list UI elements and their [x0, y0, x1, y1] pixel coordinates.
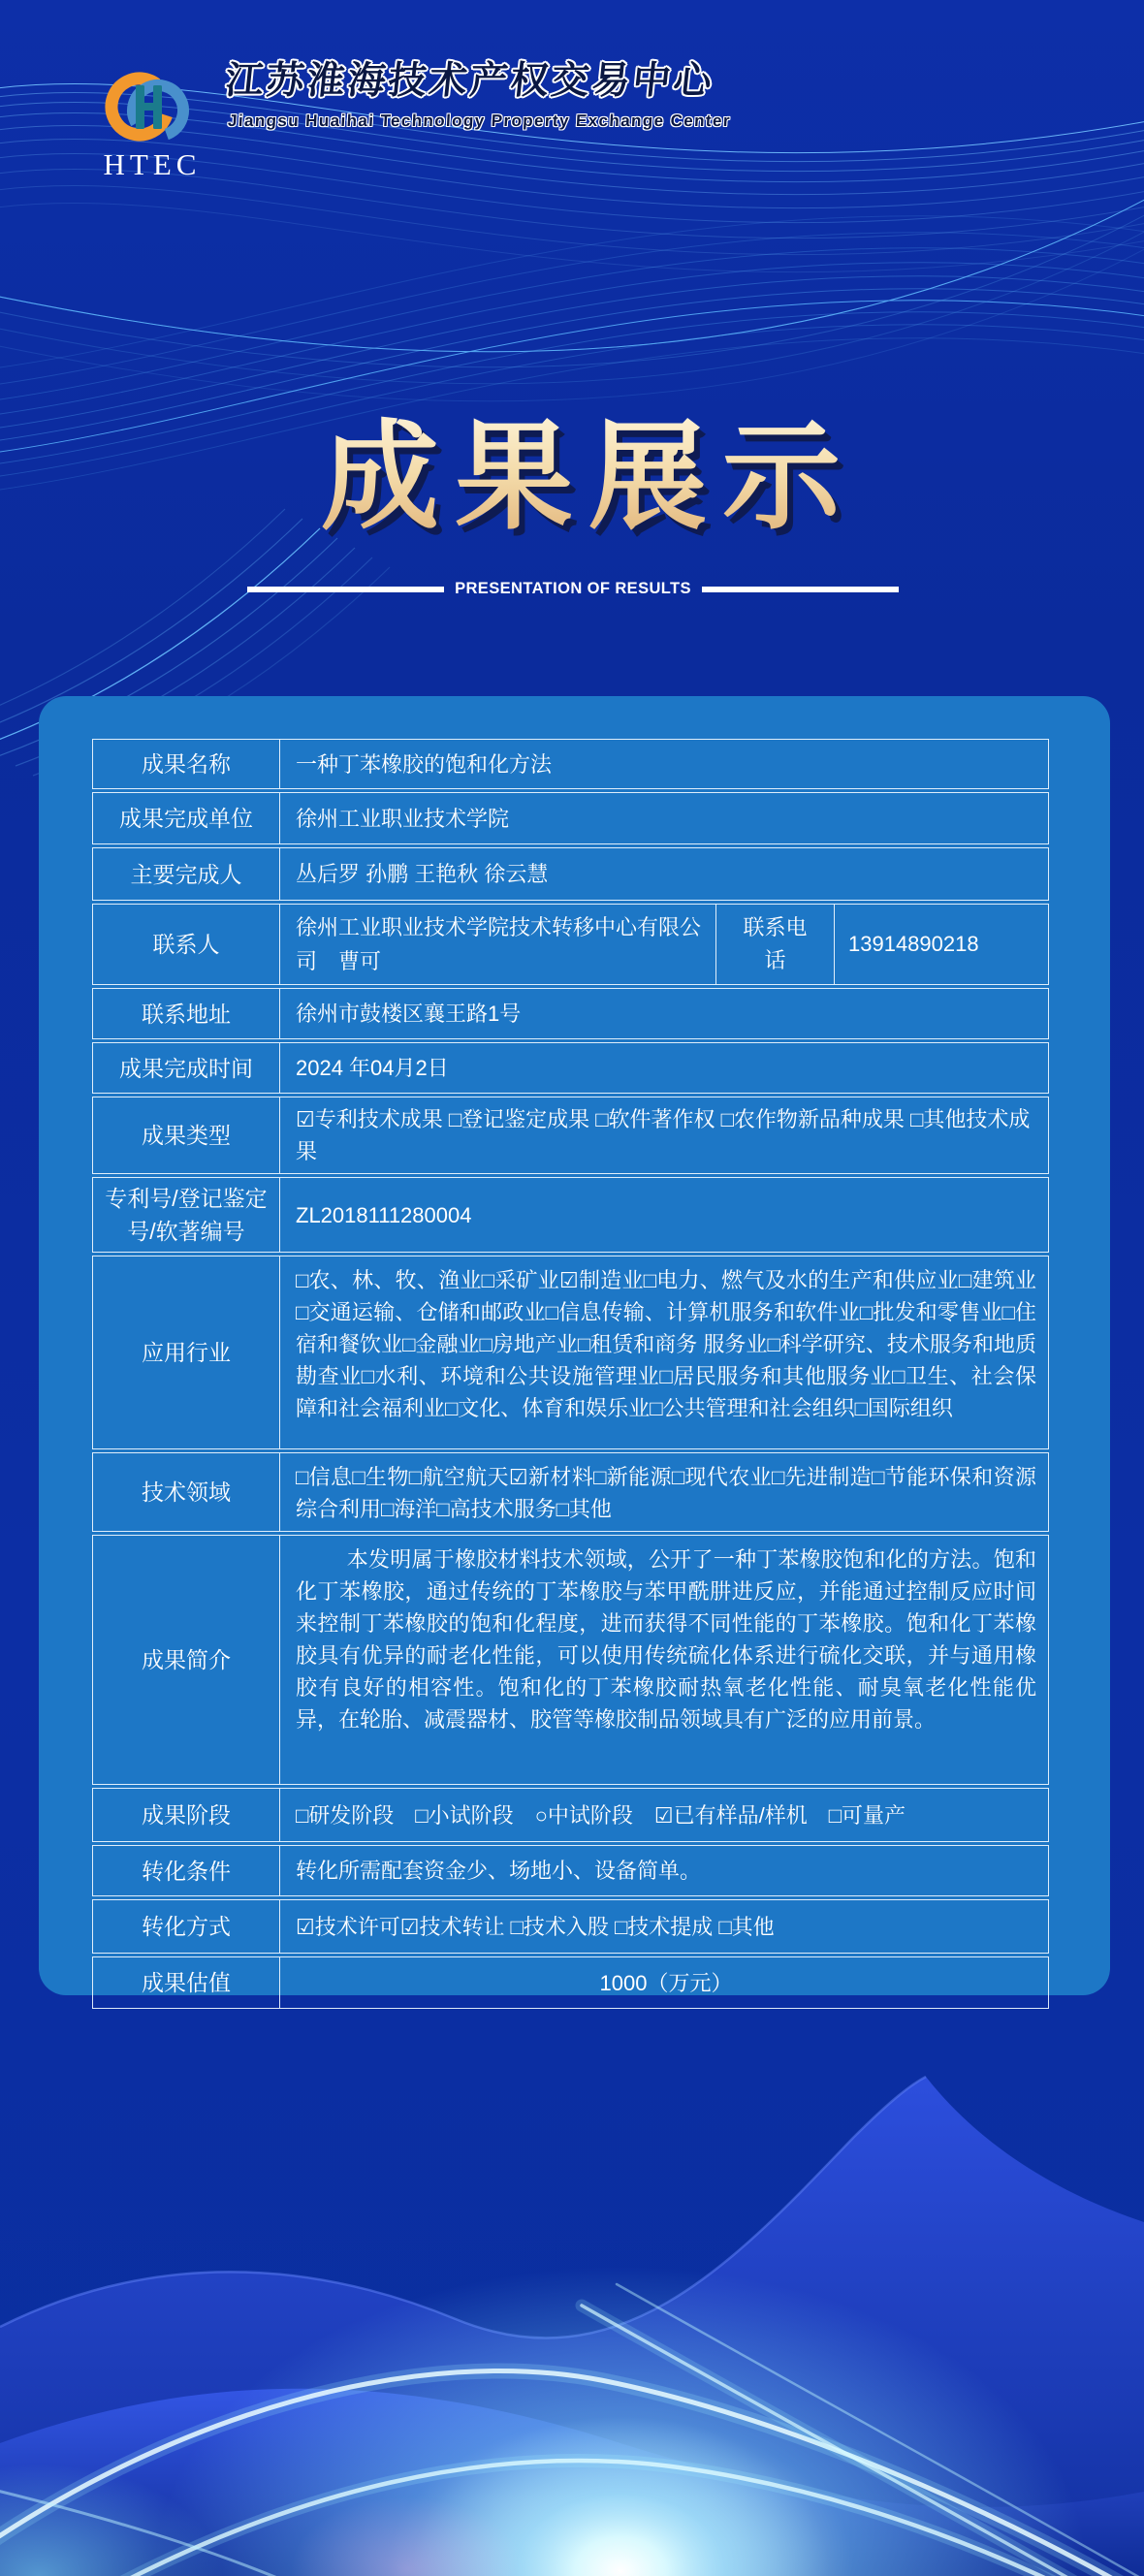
subtitle-text: PRESENTATION OF RESULTS	[455, 580, 691, 597]
row-label: 成果阶段	[93, 1789, 280, 1841]
row-label: 成果简介	[93, 1536, 280, 1784]
page-title: 成果展示	[288, 411, 856, 547]
header	[0, 0, 1144, 204]
contact-phone-label: 联系电话	[716, 905, 835, 984]
row-value: 1000（万元）	[599, 1970, 733, 1995]
table-row-industry	[92, 1256, 1049, 1449]
row-value-checkboxes: ☑技术许可☑技术转让 □技术入股 □技术提成 □其他	[296, 1914, 775, 1939]
row-label: 成果类型	[93, 1097, 280, 1173]
row-value: 一种丁苯橡胶的饱和化方法	[296, 751, 553, 777]
contact-cells	[280, 905, 1048, 984]
table-row-completing-unit	[92, 792, 1049, 844]
row-value: 徐州工业职业技术学院	[296, 806, 510, 831]
row-value-checkboxes: □研发阶段 □小试阶段 ○中试阶段 ☑已有样品/样机 □可量产	[296, 1802, 906, 1828]
banner	[0, 411, 1144, 547]
row-value-checkboxes: □农、林、牧、渔业□采矿业☑制造业□电力、燃气及水的生产和供应业□建筑业□交通运输、仓储和邮政业□信息传输、计算机服务和软件业□批发和零售业□住宿和餐饮业□金融业□房地产业□租赁和商务 服务业□科学研究、技术服务和地质勘查业□水利、环境和公共设施管理业□居民服务和其他服务业□卫生、社会保障和社会福利业□文化、体育和娱乐业□公共管理和社会组织□国际组织	[296, 1268, 1036, 1420]
banner-subtitle	[247, 580, 899, 598]
row-value: 转化所需配套资金少、场地小、设备简单。	[296, 1859, 702, 1883]
row-label: 转化条件	[93, 1846, 280, 1895]
row-label: 成果估值	[93, 1957, 280, 2008]
htec-logo-icon	[105, 66, 192, 155]
subtitle-left-rule	[247, 587, 444, 592]
table-row-main-authors	[92, 847, 1049, 901]
row-label: 应用行业	[93, 1256, 280, 1448]
contact-phone-number: 13914890218	[848, 932, 979, 956]
logo-acronym: HTEC	[103, 147, 202, 181]
row-label: 转化方式	[93, 1900, 280, 1953]
row-label: 联系人	[93, 905, 280, 984]
table-row-valuation	[92, 1956, 1049, 2009]
table-row-transform-method	[92, 1899, 1049, 1954]
row-label: 技术领域	[93, 1453, 280, 1531]
brand-name-en: Jiangsu Huaihai Technology Property Exchange Center	[227, 111, 732, 130]
row-value: 徐州市鼓楼区襄王路1号	[296, 1002, 522, 1026]
table-row-tech-field	[92, 1452, 1049, 1532]
results-panel	[39, 696, 1110, 1995]
row-label: 主要完成人	[93, 848, 280, 900]
table-row-address	[92, 988, 1049, 1039]
row-value-paragraph: 本发明属于橡胶材料技术领域，公开了一种丁苯橡胶饱和化的方法。饱和化丁苯橡胶，通过传统的丁苯橡胶与苯甲酰肼进反应，并能通过控制反应时间来控制丁苯橡胶的饱和化程度，进而获得不同性能的丁苯橡胶。饱和化丁苯橡胶具有优异的耐老化性能，可以使用传统硫化体系进行硫化交联，并与通用橡胶有良好的相容性。饱和化的丁苯橡胶耐热氧老化性能、耐臭氧老化性能优异，在轮胎、减震器材、胶管等橡胶制品领域具有广泛的应用前景。	[296, 1547, 1036, 1732]
brand-name-zh: 江苏淮海技术产权交易中心	[223, 60, 716, 102]
row-label: 联系地址	[93, 989, 280, 1038]
row-value-checkboxes: □信息□生物□航空航天☑新材料□新能源□现代农业□先进制造□节能环保和资源综合利用□海洋□高技术服务□其他	[296, 1465, 1036, 1521]
row-value: 丛后罗 孙鹏 王艳秋 徐云慧	[296, 862, 549, 886]
row-value: 2024 年04月2日	[296, 1056, 449, 1080]
row-value-checkboxes: ☑专利技术成果 □登记鉴定成果 □软件著作权 □农作物新品种成果 □其他技术成果	[296, 1107, 1031, 1163]
table-row-completion-date	[92, 1042, 1049, 1094]
row-label: 专利号/登记鉴定号/软著编号	[93, 1178, 280, 1252]
results-table	[92, 739, 1049, 2012]
subtitle-right-rule	[702, 587, 899, 592]
row-label: 成果名称	[93, 740, 280, 788]
table-row-patent-number	[92, 1177, 1049, 1253]
contact-name: 徐州工业职业技术学院技术转移中心有限公司 曹可	[280, 905, 716, 984]
brand-text	[223, 50, 732, 131]
table-row-stage	[92, 1788, 1049, 1842]
row-label: 成果完成时间	[93, 1043, 280, 1093]
row-value: ZL2018111280004	[296, 1202, 472, 1227]
table-row-transform-conditions	[92, 1845, 1049, 1896]
table-row-result-type	[92, 1097, 1049, 1174]
row-label: 成果完成单位	[93, 793, 280, 843]
table-row-summary	[92, 1535, 1049, 1785]
table-row-name	[92, 739, 1049, 789]
table-row-contact	[92, 904, 1049, 985]
